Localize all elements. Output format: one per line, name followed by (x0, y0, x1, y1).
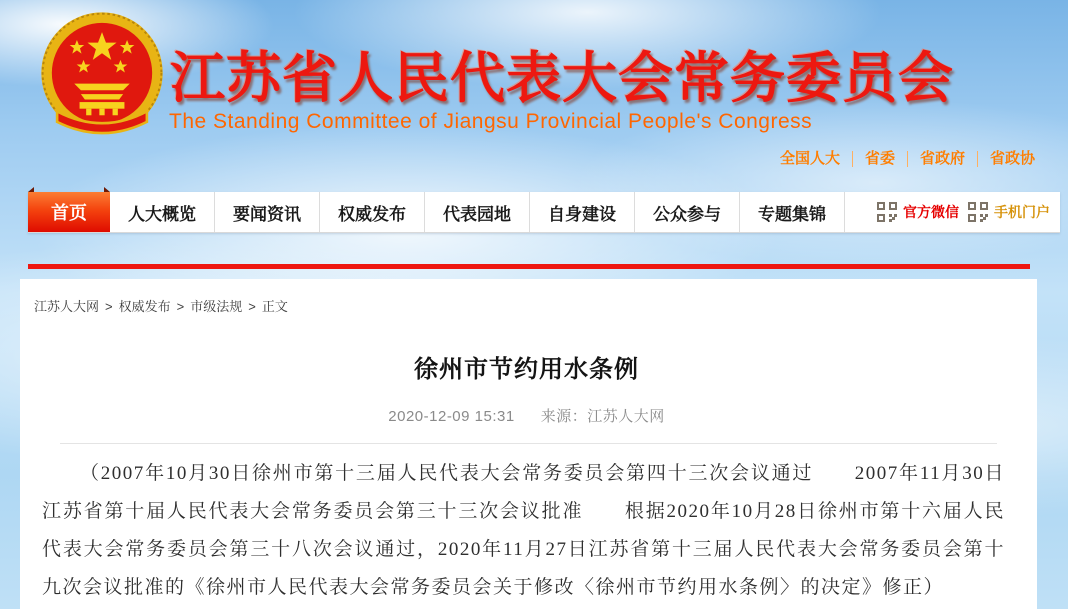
nav-tab-deputies[interactable]: 代表园地 (425, 192, 530, 232)
site-subtitle: The Standing Committee of Jiangsu Provincial People's Congress (169, 110, 813, 133)
nav-tab-home[interactable]: 首页 (28, 192, 110, 232)
link-national-npc[interactable]: 全国人大 (768, 151, 853, 167)
breadcrumb-separator: > (176, 299, 185, 314)
site-title: 江苏省人民代表大会常务委员会 (170, 45, 955, 110)
nav-tab-news[interactable]: 要闻资讯 (215, 192, 320, 232)
link-provincial-government[interactable]: 省政府 (908, 151, 978, 167)
breadcrumb (34, 296, 1019, 315)
article-source: 来源：江苏人大网 (540, 408, 665, 425)
nav-tab-self-building[interactable]: 自身建设 (530, 192, 635, 232)
content-panel (20, 279, 1037, 609)
breadcrumb-separator: > (248, 299, 256, 314)
breadcrumb-official-release[interactable]: 权威发布 (118, 299, 171, 314)
mobile-portal-qr-link[interactable] (967, 201, 1050, 223)
nav-tab-official-release[interactable]: 权威发布 (320, 192, 425, 232)
article-title: 徐州市节约用水条例 (414, 356, 639, 383)
mobile-portal-qr-label: 手机门户 (994, 204, 1050, 220)
national-emblem-icon (36, 10, 168, 144)
breadcrumb-current: 正文 (261, 299, 288, 314)
header-quick-links (768, 151, 1035, 167)
nav-qr-links (845, 192, 1060, 232)
article-body: （2007年10月30日徐州市第十三届人民代表大会常务委员会第四十三次会议通过 2007年11月30日江苏省第十届人民代表大会常务委员会第三十三次会议批准 根据2020年10月28日徐州市第十六届人民代表大会常务委员会第三十八次会议通过，2020年11月27日江苏省第十三届人民代表大会常务委员会第十九次会议批准的《徐州市人民代表大会常务委员会关于修改〈徐州市节约用水条例〉的决定》修正） (42, 463, 1005, 598)
wechat-qr-label: 官方微信 (903, 204, 959, 220)
link-provincial-cppcc[interactable]: 省政协 (989, 150, 1035, 167)
article-meta (34, 405, 1019, 426)
breadcrumb-municipal-regulations[interactable]: 市级法规 (190, 299, 243, 314)
breadcrumb-separator: > (105, 299, 113, 314)
link-provincial-committee[interactable]: 省委 (853, 151, 908, 167)
qr-code-icon (967, 201, 989, 223)
qr-code-icon (876, 201, 898, 223)
red-divider-line (28, 264, 1030, 269)
nav-tab-public-participation[interactable]: 公众参与 (635, 192, 740, 232)
nav-tab-special-topics[interactable]: 专题集锦 (740, 192, 845, 232)
breadcrumb-home[interactable]: 江苏人大网 (34, 299, 100, 314)
meta-divider-line (60, 443, 997, 444)
nav-tab-npc-overview[interactable]: 人大概览 (110, 192, 215, 232)
main-navbar (28, 192, 1060, 233)
wechat-qr-link[interactable] (876, 201, 959, 223)
article-date: 2020-12-09 15:31 (388, 408, 515, 425)
